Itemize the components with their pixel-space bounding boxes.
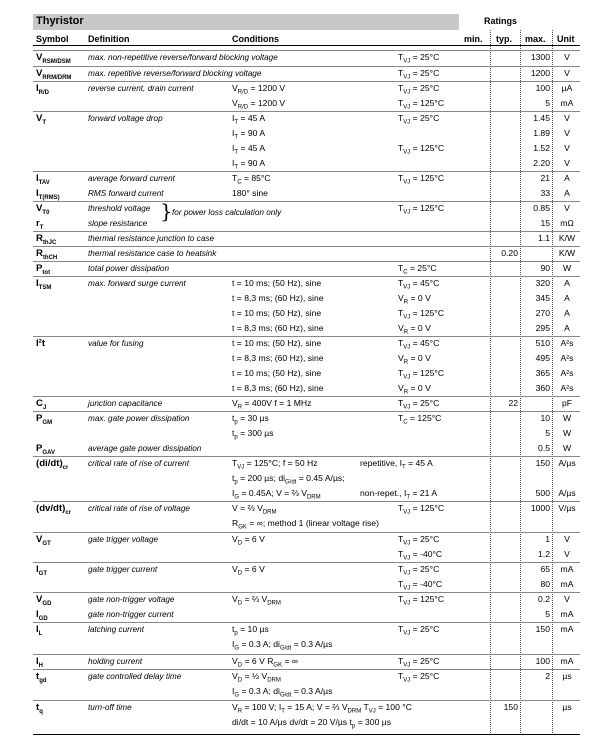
- cell-max: 1000: [530, 503, 550, 513]
- cell-unit: A²s: [560, 353, 574, 363]
- cell-max: 100: [535, 83, 550, 93]
- cell-sym: $(dv/dt)_{cr}$: [36, 503, 71, 516]
- cell-unit: V: [564, 68, 570, 78]
- cell-c2: $T_{VJ} = 45^\circ C$: [398, 278, 440, 291]
- cell-c1: $T_C = 85^\circ C$: [232, 173, 271, 186]
- col-symbol: Symbol: [36, 34, 69, 44]
- min-typ-divider: [490, 30, 491, 735]
- cell-def: average gate power dissipation: [88, 444, 202, 453]
- cell-c1: $I_T = 45$ A: [232, 113, 266, 126]
- cell-c2: $T_C = 25^\circ C$: [398, 263, 437, 276]
- cell-c2: $V_R = 0$ V: [398, 293, 431, 306]
- cell-c1: t = 10 ms; (50 Hz), sine: [232, 278, 322, 288]
- cell-c1: t = 8,3 ms; (60 Hz), sine: [232, 293, 324, 303]
- cell-sym: $V_{RRM/DRM}$: [36, 68, 72, 81]
- cell-unit: A: [564, 293, 570, 303]
- cell-sym: $I_{GT}$: [36, 564, 48, 577]
- cell-def: thermal resistance junction to case: [88, 234, 215, 243]
- cell-max: 65: [540, 564, 550, 574]
- cell-c2: $T_{VJ} = 125^\circ C$: [398, 368, 445, 381]
- cell-c2: $T_{VJ} = 125^\circ C$: [398, 173, 445, 186]
- cell-def: gate trigger current: [88, 565, 158, 574]
- cell-def: turn-off time: [88, 703, 132, 712]
- cell-c1: $V_R = 100$ V; $I_T = 15$ A; V = ⅔ $V_{DRM}$ $T_{VJ} = 100$ °C: [232, 702, 412, 715]
- cell-max: 1200: [530, 68, 550, 78]
- cell-sym: $V_{GT}$: [36, 534, 51, 547]
- cell-c2: non-repet., $I_T = 21$ A: [360, 488, 438, 501]
- row-separator: [33, 622, 580, 623]
- row-separator: [33, 336, 580, 337]
- cell-def: critical rate of rise of current: [88, 459, 190, 468]
- brace-note: for power loss calculation only: [172, 208, 282, 217]
- cell-unit: W: [562, 263, 572, 273]
- cell-max: 495: [535, 353, 550, 363]
- cell-unit: K/W: [558, 233, 576, 243]
- cell-c2: $T_{VJ} = 25^\circ C$: [398, 83, 440, 96]
- cell-unit: V: [564, 549, 570, 559]
- cell-c2: $T_{VJ} = 25^\circ C$: [398, 52, 440, 65]
- row-separator: [33, 246, 580, 247]
- cell-max: 33: [540, 188, 550, 198]
- cell-max: 365: [535, 368, 550, 378]
- cell-c2: $T_{VJ} = 125^\circ C$: [398, 98, 445, 111]
- cell-max: 5: [545, 98, 550, 108]
- cell-max: 15: [540, 218, 550, 228]
- cell-c1: $V_{R/D} = 1200$ V: [232, 83, 286, 96]
- cell-c1: $t_p = 300$ µs: [232, 428, 274, 441]
- cell-c1: $I_G = 0.3$ A; $di_{G/dt} = 0.3$ A/µs: [232, 686, 333, 699]
- cell-max: 295: [535, 323, 550, 333]
- cell-def: average forward current: [88, 174, 175, 183]
- cell-c2: $T_{VJ} = 125^\circ C$: [398, 308, 445, 321]
- cell-c2: $T_{VJ} = -40^\circ C$: [398, 579, 443, 592]
- cell-unit: W: [562, 413, 572, 423]
- cell-c1: $T_{VJ} = 125^\circ C$; f = 50 Hz: [232, 458, 318, 471]
- cell-sym: $P_{GAV}$: [36, 443, 55, 456]
- cell-def: forward voltage drop: [88, 114, 163, 123]
- cell-def: holding current: [88, 657, 143, 666]
- cell-max: 10: [540, 413, 550, 423]
- bottom-rule: [33, 734, 580, 735]
- cell-def: reverse current, drain current: [88, 84, 194, 93]
- cell-unit: mA: [560, 624, 574, 634]
- cell-unit: V: [564, 128, 570, 138]
- cell-unit: mΩ: [560, 218, 574, 228]
- ratings-label: Ratings: [484, 16, 518, 26]
- title-band: [33, 14, 459, 30]
- cell-unit: mA: [560, 609, 574, 619]
- cell-max: 80: [540, 579, 550, 589]
- cell-max: 500: [535, 488, 550, 498]
- cell-max: 1.52: [533, 143, 550, 153]
- cell-def: critical rate of rise of voltage: [88, 504, 190, 513]
- cell-def: max. non-repetitive reverse/forward blocking voltage: [88, 53, 278, 62]
- cell-sym: $r_T$: [36, 218, 44, 231]
- cell-unit: V: [564, 158, 570, 168]
- header-rule: [33, 45, 580, 46]
- row-separator: [33, 396, 580, 397]
- cell-c1: $V_{R/D} = 1200$ V: [232, 98, 286, 111]
- cell-unit: pF: [561, 398, 573, 408]
- cell-def: threshold voltage: [88, 204, 151, 213]
- cell-typ: 22: [508, 398, 518, 408]
- cell-max: 150: [535, 458, 550, 468]
- row-separator: [33, 411, 580, 412]
- cell-max: 270: [535, 308, 550, 318]
- cell-max: 1.89: [533, 128, 550, 138]
- cell-def: gate controlled delay time: [88, 672, 182, 681]
- cell-c1: $I_T = 90$ A: [232, 158, 266, 171]
- cell-c2: $V_R = 0$ V: [398, 383, 431, 396]
- cell-c2: $T_{VJ} = 25^\circ C$: [398, 656, 440, 669]
- cell-unit: A: [564, 188, 570, 198]
- cell-max: 2.20: [533, 158, 550, 168]
- cell-unit: V: [564, 594, 570, 604]
- cell-sym: $I_L$: [36, 624, 43, 637]
- row-separator: [33, 562, 580, 563]
- cell-unit: A²s: [560, 338, 574, 348]
- cell-sym: $I_{TSM}$: [36, 278, 52, 291]
- cell-unit: mA: [560, 656, 574, 666]
- cell-max: 150: [535, 624, 550, 634]
- row-separator: [33, 111, 580, 112]
- cell-c1: $I_T = 90$ A: [232, 128, 266, 141]
- cell-sym: $R_{thCH}$: [36, 248, 58, 261]
- cell-c1: t = 8,3 ms; (60 Hz), sine: [232, 323, 324, 333]
- cell-def: gate non-trigger voltage: [88, 595, 175, 604]
- row-separator: [33, 50, 580, 51]
- cell-max: 0.5: [538, 443, 550, 453]
- cell-unit: V: [564, 203, 570, 213]
- cell-def: thermal resistance case to heatsink: [88, 249, 217, 258]
- cell-c1: t = 10 ms; (50 Hz), sine: [232, 308, 322, 318]
- cell-sym: $P_{tot}$: [36, 263, 51, 276]
- cell-def: slope resistance: [88, 219, 148, 228]
- row-separator: [33, 66, 580, 67]
- cell-max: 90: [540, 263, 550, 273]
- cell-c1: $V_D = 6$ V: [232, 564, 265, 577]
- cell-c1: $V_D = 6$ V $R_{GK}$ = ∞: [232, 656, 299, 669]
- cell-c2: $T_{VJ} = 25^\circ C$: [398, 564, 440, 577]
- cell-sym: $I_{R/D}$: [36, 83, 50, 96]
- cell-unit: V/µs: [558, 503, 576, 513]
- cell-sym: $C_J$: [36, 398, 47, 411]
- cell-unit: W: [562, 428, 572, 438]
- row-separator: [33, 171, 580, 172]
- row-separator: [33, 276, 580, 277]
- cell-c2: $V_R = 0$ V: [398, 353, 431, 366]
- cell-c1: $I_G = 0.3$ A; $di_{G/dt} = 0.3$ A/µs: [232, 639, 333, 652]
- cell-def: RMS forward current: [88, 189, 164, 198]
- cell-c2: $T_{VJ} = 25^\circ C$: [398, 534, 440, 547]
- cell-max: 320: [535, 278, 550, 288]
- row-separator: [33, 501, 580, 502]
- cell-c2: $T_{VJ} = 125^\circ C$: [398, 503, 445, 516]
- cell-unit: mA: [560, 98, 574, 108]
- cell-sym: $I_{T(RMS)}$: [36, 188, 60, 201]
- cell-sym: $V_{RSM/DSM}$: [36, 52, 71, 65]
- row-separator: [33, 700, 580, 701]
- cell-c2: $T_{VJ} = -40^\circ C$: [398, 549, 443, 562]
- cell-c1: t = 10 ms; (50 Hz), sine: [232, 368, 322, 378]
- cell-max: 345: [535, 293, 550, 303]
- cell-c2: $T_{VJ} = 25^\circ C$: [398, 671, 440, 684]
- cell-def: max. repetitive reverse/forward blocking voltage: [88, 69, 262, 78]
- cell-c1: $V_D = 6$ V: [232, 534, 265, 547]
- cell-unit: A: [564, 278, 570, 288]
- row-separator: [33, 231, 580, 232]
- cell-def: max. forward surge current: [88, 279, 186, 288]
- cell-c1: t = 8,3 ms; (60 Hz), sine: [232, 383, 324, 393]
- row-separator: [33, 456, 580, 457]
- cell-c1: 180° sine: [232, 188, 268, 198]
- cell-unit: µs: [562, 671, 572, 681]
- cell-c2: $T_{VJ} = 25^\circ C$: [398, 113, 440, 126]
- cell-unit: A/µs: [558, 458, 576, 468]
- cell-def: total power dissipation: [88, 264, 170, 273]
- cell-sym: $t_{gd}$: [36, 671, 47, 684]
- cell-max: 1: [545, 534, 550, 544]
- cell-unit: A/µs: [558, 488, 576, 498]
- cell-c1: t = 8,3 ms; (60 Hz), sine: [232, 353, 324, 363]
- cell-def: gate trigger voltage: [88, 535, 159, 544]
- cell-typ: 0.20: [501, 248, 518, 258]
- cell-c1: $t_p = 200$ µs; $di_{G/dt} = 0.45$ A/µs;: [232, 473, 345, 486]
- cell-c1: $t_p = 30$ µs: [232, 413, 269, 426]
- cell-c1: $I_T = 45$ A: [232, 143, 266, 156]
- cell-max: 0.85: [533, 203, 550, 213]
- col-min: min.: [464, 34, 483, 44]
- cell-sym: $P_{GM}$: [36, 413, 53, 426]
- cell-sym: $(di/dt)_{cr}$: [36, 458, 69, 471]
- cell-typ: 150: [503, 702, 518, 712]
- cell-max: 1300: [530, 52, 550, 62]
- cell-max: 2: [545, 671, 550, 681]
- cell-unit: mA: [560, 579, 574, 589]
- cell-def: max. gate power dissipation: [88, 414, 190, 423]
- cell-c2: $V_R = 0$ V: [398, 323, 431, 336]
- col-max: max.: [525, 34, 546, 44]
- cell-sym: $R_{thJC}$: [36, 233, 57, 246]
- row-separator: [33, 654, 580, 655]
- cell-c2: $T_{VJ} = 25^\circ C$: [398, 68, 440, 81]
- cell-sym: $V_{GD}$: [36, 594, 52, 607]
- cell-unit: A: [564, 308, 570, 318]
- cell-unit: V: [564, 113, 570, 123]
- col-conditions: Conditions: [232, 34, 279, 44]
- brace-mark: }: [160, 199, 173, 223]
- cell-c1: $V_R = 400V$ f = 1 MHz: [232, 398, 312, 411]
- row-separator: [33, 261, 580, 262]
- cell-max: 1.2: [538, 549, 550, 559]
- col-unit: Unit: [557, 34, 575, 44]
- cell-def: latching current: [88, 625, 144, 634]
- cell-unit: µs: [562, 702, 572, 712]
- cell-max: 1.1: [538, 233, 550, 243]
- cell-max: 360: [535, 383, 550, 393]
- cell-c1: $V_D$ = ½ $V_{DRM}$: [232, 671, 281, 684]
- cell-sym: $V_{T0}$: [36, 203, 50, 216]
- row-separator: [33, 532, 580, 533]
- cell-c2: $T_{VJ} = 25^\circ C$: [398, 398, 440, 411]
- cell-c2: $T_{VJ} = 125^\circ C$: [398, 143, 445, 156]
- cell-max: 21: [540, 173, 550, 183]
- cell-unit: A: [564, 173, 570, 183]
- cell-unit: K/W: [558, 248, 576, 258]
- cell-unit: V: [564, 143, 570, 153]
- cell-unit: mA: [560, 564, 574, 574]
- cell-def: gate non-trigger current: [88, 610, 174, 619]
- cell-c2: $T_C = 125^\circ C$: [398, 413, 442, 426]
- row-separator: [33, 592, 580, 593]
- cell-sym: $I_{GD}$: [36, 609, 48, 622]
- cell-c1: $t_p = 10$ µs: [232, 624, 269, 637]
- cell-unit: µA: [561, 83, 573, 93]
- cell-sym: I²t: [36, 338, 46, 349]
- cell-c1: V = ⅔ $V_{DRM}$: [232, 503, 277, 516]
- col-definition: Definition: [88, 34, 130, 44]
- cell-unit: A: [564, 323, 570, 333]
- cell-c2: $T_{VJ} = 125^\circ C$: [398, 594, 445, 607]
- cell-unit: W: [562, 443, 572, 453]
- cell-max: 0.2: [538, 594, 550, 604]
- cell-def: value for fusing: [88, 339, 144, 348]
- cell-max: 510: [535, 338, 550, 348]
- cell-max: 100: [535, 656, 550, 666]
- cell-unit: A²s: [560, 383, 574, 393]
- cell-sym: $I_{TAV}$: [36, 173, 50, 186]
- cell-max: 5: [545, 428, 550, 438]
- cell-c2: $T_{VJ} = 45^\circ C$: [398, 338, 440, 351]
- cell-c1: di/dt = 10 A/µs dv/dt = 20 V/µs $t_p = 300$ µs: [232, 717, 392, 730]
- cell-c2: repetitive, $I_T = 45$ A: [360, 458, 433, 471]
- cell-max: 5: [545, 609, 550, 619]
- cell-c1: t = 10 ms; (50 Hz), sine: [232, 338, 322, 348]
- cell-max: 1.45: [533, 113, 550, 123]
- cell-c2: $T_{VJ} = 25^\circ C$: [398, 624, 440, 637]
- cell-sym: $t_q$: [36, 702, 43, 715]
- table-title: Thyristor: [36, 15, 84, 27]
- cell-c1: $V_D$ = ⅔ $V_{DRM}$: [232, 594, 281, 607]
- cell-sym: $I_H$: [36, 656, 44, 669]
- col-typ: typ.: [496, 34, 513, 44]
- row-separator: [33, 201, 580, 202]
- cell-unit: V: [564, 52, 570, 62]
- row-separator: [33, 81, 580, 82]
- cell-c2: $T_{VJ} = 125^\circ C$: [398, 203, 445, 216]
- cell-c1: $R_{GK}$ = ∞; method 1 (linear voltage rise): [232, 518, 379, 531]
- row-separator: [33, 669, 580, 670]
- cell-unit: A²s: [560, 368, 574, 378]
- cell-c1: $I_G = 0.45A$; V = ⅔ $V_{DRM}$: [232, 488, 321, 501]
- cell-unit: V: [564, 534, 570, 544]
- cell-sym: $V_T$: [36, 113, 47, 126]
- cell-def: junction capacitance: [88, 399, 163, 408]
